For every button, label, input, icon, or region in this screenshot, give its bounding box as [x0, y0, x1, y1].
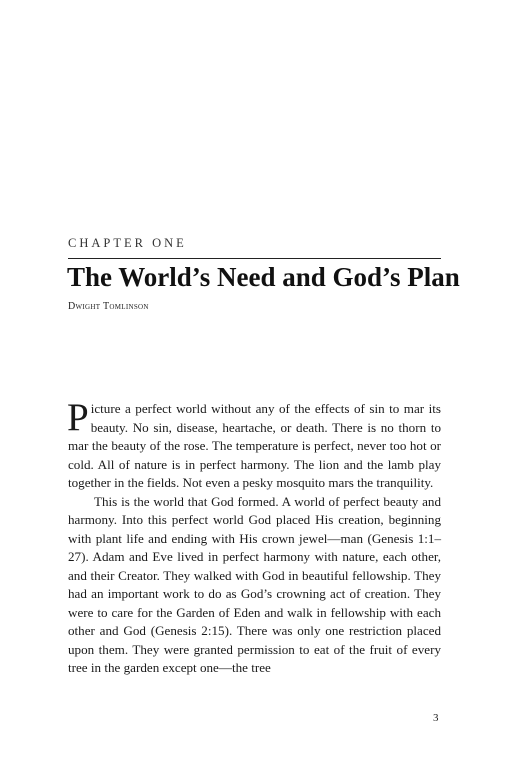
- chapter-label: CHAPTER ONE: [68, 236, 187, 250]
- chapter-body: [67, 396, 441, 678]
- chapter-author: Dwight Tomlinson: [68, 301, 149, 312]
- paragraph-2: This is the world that God formed. A world of perfect beauty and harmony. Into this perfect world God placed His creation, beginning with plant life and ending with His crown jewel—man (Genesis 1:1–27). Adam and Eve lived in perfect harmony with nature, each other, and their Creator. They walked with God in beautiful fellowship. They had an important work to do as God’s crowning act of creation. They were to care for the Garden of Eden and walk in fellowship with each other and God (Genesis 2:15). There was only one restriction placed upon them. They were granted permission to eat of the fruit of every tree in the garden except one—the tree: [68, 493, 441, 675]
- chapter-rule: [68, 258, 441, 259]
- page-number: 3: [433, 712, 439, 724]
- drop-cap: P: [67, 396, 89, 439]
- paragraph-1: [67, 396, 441, 493]
- chapter-title: The World’s Need and God’s Plan: [67, 262, 460, 292]
- paragraph-1-text: icture a perfect world without any of the effects of sin to mar its beauty. No sin, disease, heartache, or death. There is no thorn to mar the beauty of the rose. The temperature is perfect, never too hot or cold. All of nature is in perfect harmony. The lion and the lamb play together in the fields. Not even a pesky mosquito mars the tranquility.: [68, 401, 441, 490]
